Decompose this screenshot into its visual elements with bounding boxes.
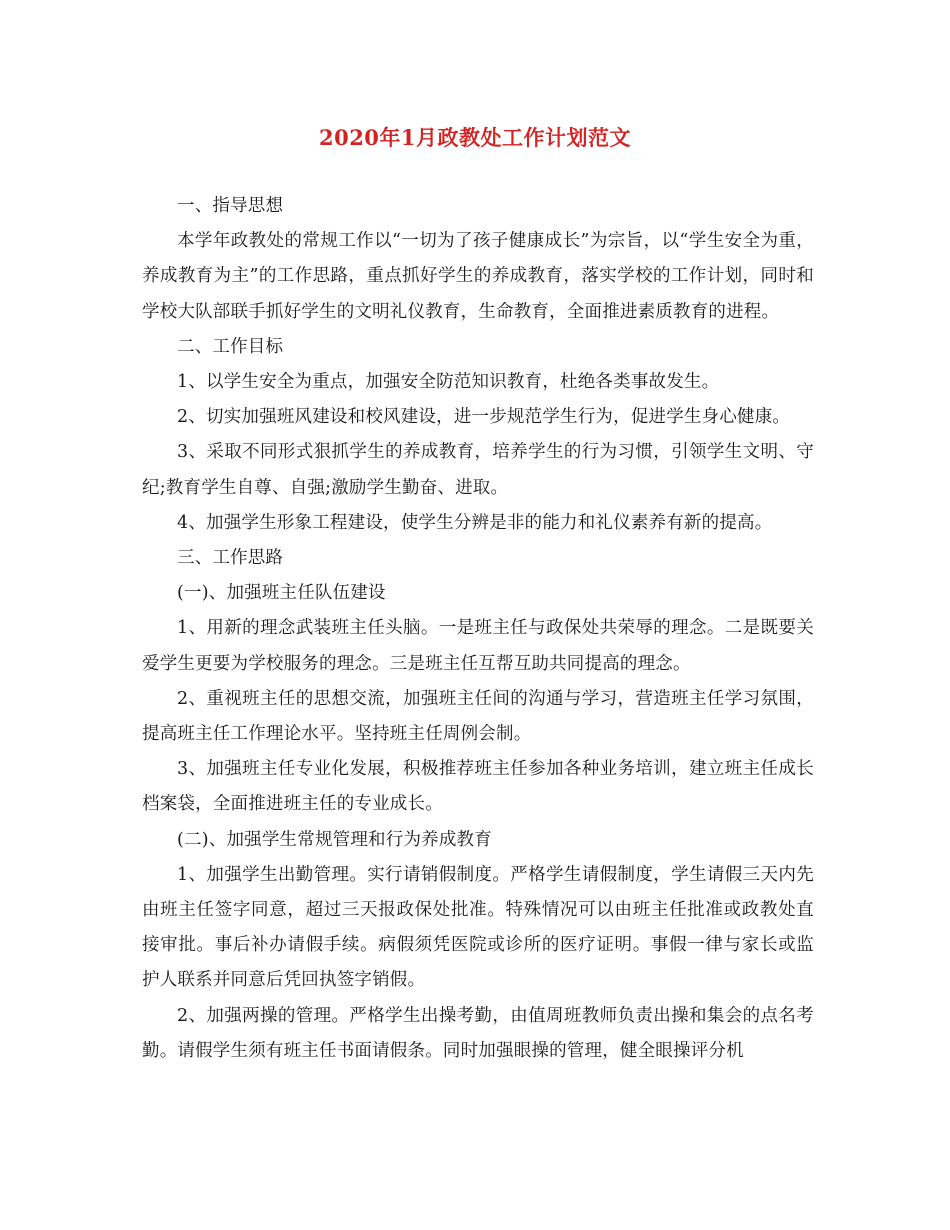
subheading-student-management: (二)、加强学生常规管理和行为养成教育 — [177, 829, 492, 850]
goal-item-4: 4、加强学生形象工程建设，使学生分辨是非的能力和礼仪素养有新的提高。 — [177, 512, 773, 533]
subheading-class-teacher-team: (一)、加强班主任队伍建设 — [177, 583, 386, 604]
heading-work-approach: 三、工作思路 — [177, 548, 284, 569]
heading-guiding-ideology: 一、指导思想 — [177, 196, 284, 216]
goal-item-2: 2、切实加强班风建设和校风建设，进一步规范学生行为，促进学生身心健康。 — [177, 407, 791, 428]
team-item-3: 3、加强班主任专业化发展，积极推荐班主任参加各种业务培训，建立班主任成长档案袋，全面推进班主任的专业成长。 — [142, 759, 814, 815]
goal-item-1: 1、以学生安全为重点，加强安全防范知识教育，杜绝各类事故发生。 — [177, 372, 720, 393]
management-item-2: 2、加强两操的管理。严格学生出操考勤，由值周班教师负责出操和集会的点名考勤。请假学生须有班主任书面请假条。同时加强眼操的管理，健全眼操评分机 — [142, 1005, 814, 1061]
heading-work-goals: 二、工作目标 — [177, 336, 284, 357]
team-item-1: 1、用新的理念武装班主任头脑。一是班主任与政保处共荣辱的理念。二是既要关爱学生更要为学校服务的理念。三是班主任互帮互助共同提高的理念。 — [142, 618, 814, 674]
management-item-1: 1、加强学生出勤管理。实行请销假制度。严格学生请假制度，学生请假三天内先由班主任签字同意，超过三天报政保处批准。特殊情况可以由班主任批准或政教处直接审批。事后补办请假手续。病假须凭医院或诊所的医疗证明。事假一律与家长或监护人联系并同意后凭回执签字销假。 — [142, 864, 814, 991]
goal-item-3: 3、采取不同形式狠抓学生的养成教育，培养学生的行为习惯，引领学生文明、守纪;教育学生自尊、自强;激励学生勤奋、进取。 — [142, 442, 814, 498]
paragraph-guiding-ideology: 本学年政教处的常规工作以“一切为了孩子健康成长”为宗旨，以“学生安全为重，养成教育为主”的工作思路，重点抓好学生的养成教育，落实学校的工作计划，同时和学校大队部联手抓好学生的文明礼仪教育，生命教育，全面推进素质教育的进程。 — [142, 231, 814, 322]
team-item-2: 2、重视班主任的思想交流，加强班主任间的沟通与学习，营造班主任学习氛围，提高班主任工作理论水平。坚持班主任周例会制。 — [142, 688, 814, 745]
document-body — [142, 189, 814, 1069]
document-title: 2020年1月政教处工作计划范文 — [318, 125, 632, 150]
